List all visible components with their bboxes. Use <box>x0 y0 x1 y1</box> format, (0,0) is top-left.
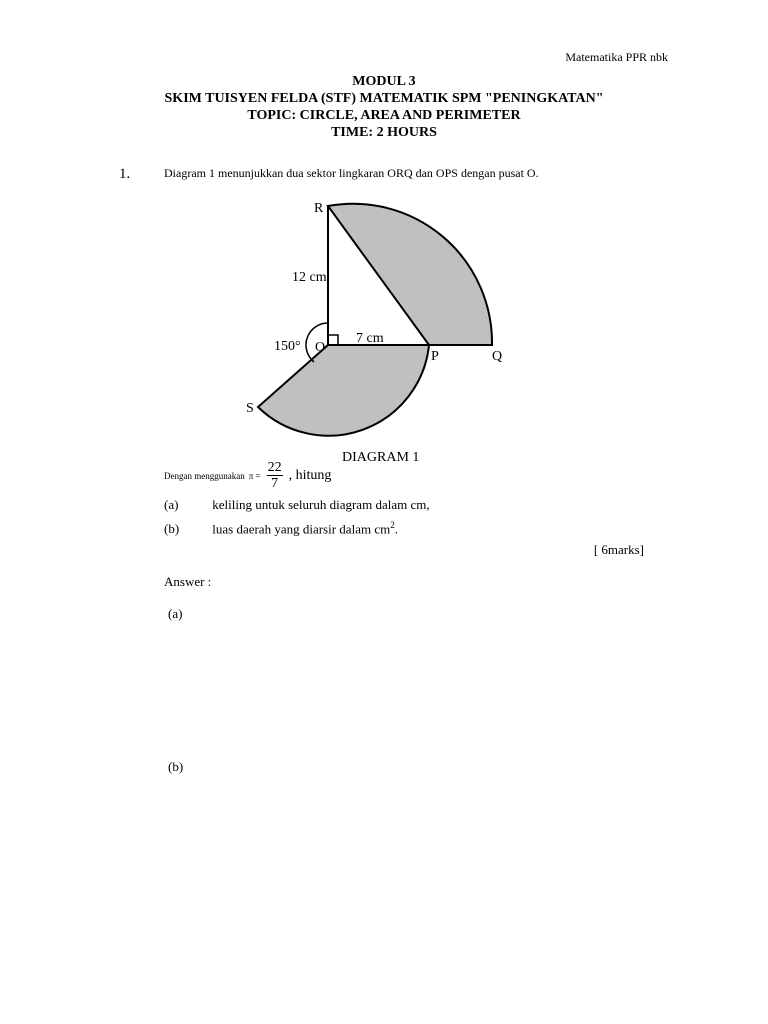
part-b-sup: 2 <box>390 520 395 530</box>
answer-a-label: (a) <box>168 606 183 621</box>
using-prefix: Dengan menggunakan <box>164 471 245 482</box>
shaded-region-upper <box>328 204 492 345</box>
title-scheme: SKIM TUISYEN FELDA (STF) MATEMATIK SPM "PENINGKATAN" <box>164 91 604 106</box>
fraction-numerator: 22 <box>267 460 282 475</box>
title-time: TIME: 2 HOURS <box>331 125 437 140</box>
answer-b-label: (b) <box>168 759 184 774</box>
part-a <box>164 497 430 513</box>
marks: [ 6marks] <box>593 542 644 557</box>
diagram-caption: DIAGRAM 1 <box>342 450 420 465</box>
part-a-text: keliling untuk seluruh diagram dalam cm, <box>212 497 430 512</box>
right-angle-mark <box>328 335 338 345</box>
using-suffix: , hitung <box>288 468 332 484</box>
part-b-label: (b) <box>164 521 180 537</box>
label-side-or: 12 cm <box>292 270 327 285</box>
header-right-text: Matematika PPR nbk <box>565 50 668 64</box>
title-topic: TOPIC: CIRCLE, AREA AND PERIMETER <box>247 108 521 123</box>
part-b <box>164 520 398 537</box>
label-angle: 150° <box>274 339 301 354</box>
fraction-denominator: 7 <box>271 476 279 491</box>
module-titles <box>0 73 768 141</box>
label-p: P <box>431 349 439 364</box>
label-r: R <box>314 201 324 216</box>
part-b-end: . <box>394 521 398 537</box>
question-text: Diagram 1 menunjukkan dua sektor lingkaran ORQ dan OPS dengan pusat O. <box>164 166 539 180</box>
part-b-text: luas daerah yang diarsir dalam cm <box>212 521 391 537</box>
shaded-sector-ops <box>258 345 429 436</box>
sector-diagram <box>230 190 530 430</box>
question-number: 1. <box>119 166 131 182</box>
label-o: O <box>315 340 326 355</box>
label-s: S <box>246 401 254 416</box>
using-pi-line <box>164 460 331 491</box>
title-module: MODUL 3 <box>352 74 416 89</box>
label-side-op: 7 cm <box>356 331 384 346</box>
answer-label: Answer : <box>164 574 212 589</box>
label-q: Q <box>492 349 503 364</box>
pi-symbol: π = <box>248 471 261 482</box>
pi-fraction <box>267 460 283 491</box>
part-a-label: (a) <box>164 497 179 512</box>
